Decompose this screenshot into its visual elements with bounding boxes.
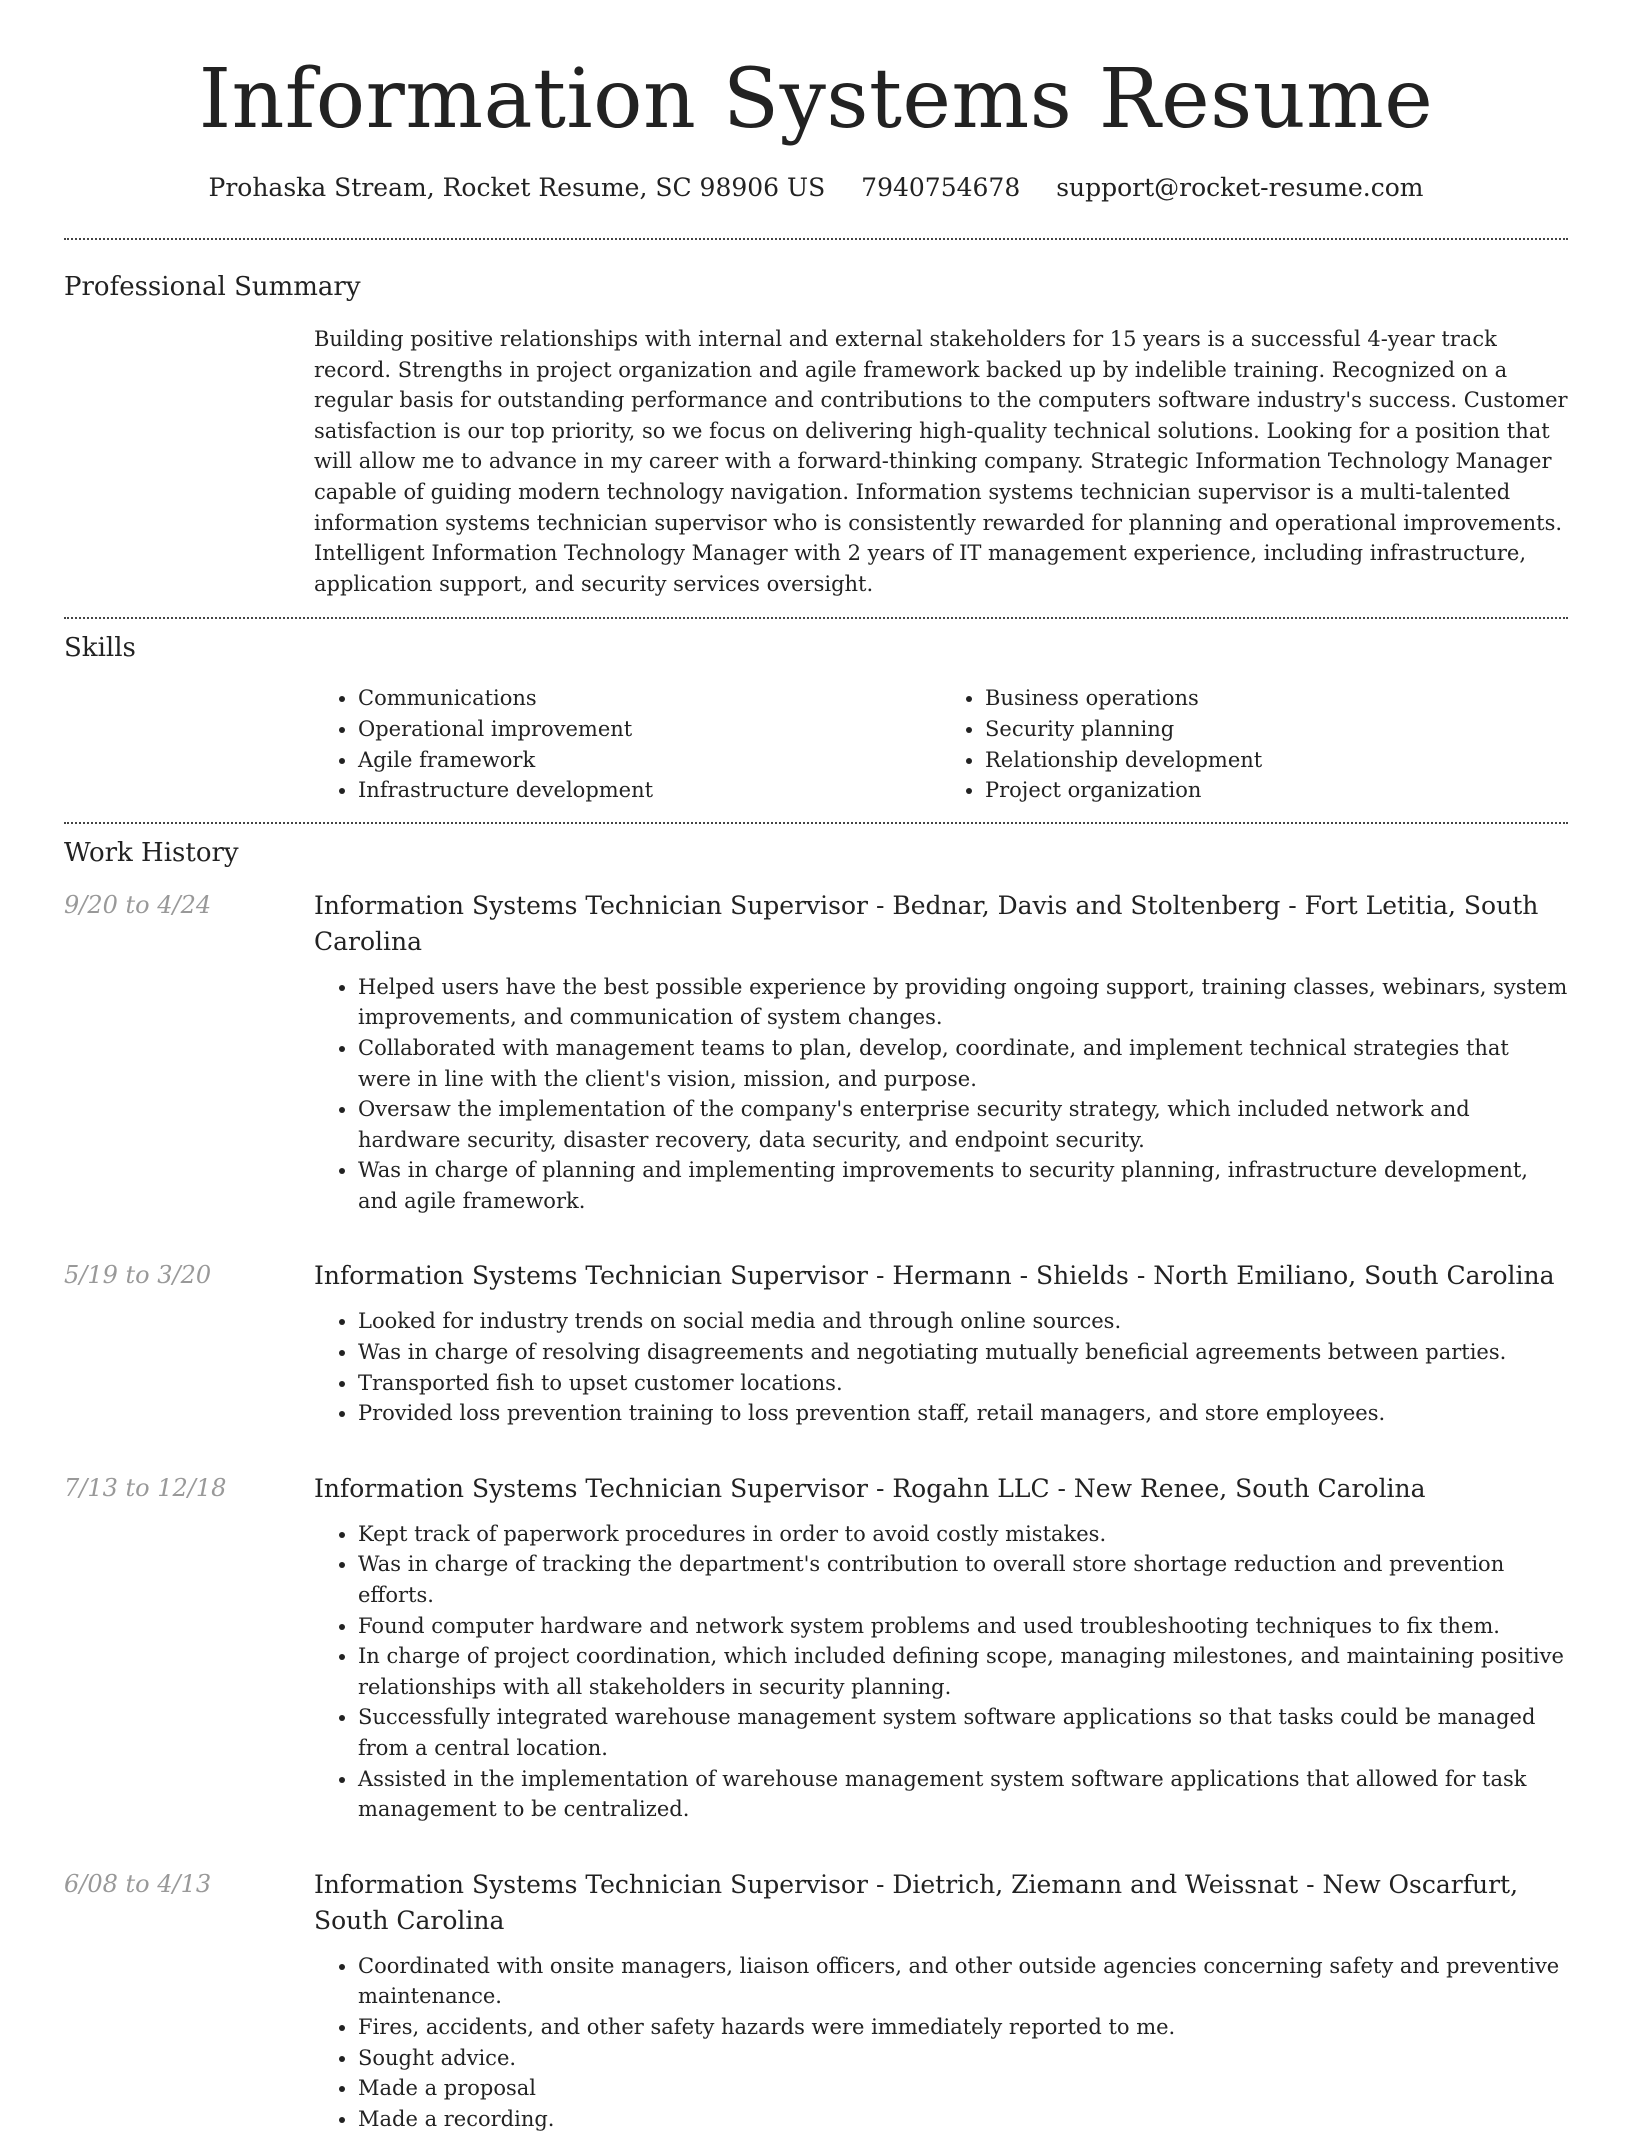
skill-item: • Relationship development bbox=[985, 745, 1568, 776]
job-bullet: • Kept track of paperwork procedures in order to avoid costly mistakes. bbox=[358, 1519, 1568, 1550]
job-dates: 9/20 to 4/24 bbox=[64, 890, 212, 919]
job-bullets bbox=[314, 1951, 1568, 2134]
skill-item: • Operational improvement bbox=[358, 714, 941, 745]
job-bullet: • Looked for industry trends on social media and through online sources. bbox=[358, 1306, 1568, 1337]
work-history-section bbox=[0, 824, 1632, 2134]
work-history-heading: Work History bbox=[64, 837, 239, 868]
skill-item: • Project organization bbox=[985, 775, 1568, 806]
skill-item: • Communications bbox=[358, 683, 941, 714]
summary-section bbox=[0, 240, 1632, 599]
job-bullet: • Made a recording. bbox=[358, 2104, 1568, 2134]
skill-item: • Security planning bbox=[985, 714, 1568, 745]
job-bullet: • Helped users have the best possible experience by providing ongoing support, training classes, webinars, system improvements, and communication of system changes. bbox=[358, 972, 1568, 1033]
job-title: Information Systems Technician Supervisor - Hermann - Shields - North Emiliano, South Carolina bbox=[314, 1261, 1555, 1291]
job-bullet: • Successfully integrated warehouse management system software applications so that tasks could be managed from a central location. bbox=[358, 1702, 1568, 1763]
job-entry bbox=[0, 1258, 1632, 1428]
job-title: Information Systems Technician Supervisor - Rogahn LLC - New Renee, South Carolina bbox=[314, 1473, 1426, 1503]
job-title: Information Systems Technician Supervisor - Bednar, Davis and Stoltenberg - Fort Letitia, South Carolina bbox=[314, 890, 1539, 956]
contact-address: Prohaska Stream, Rocket Resume, SC 98906 US bbox=[208, 173, 826, 202]
job-bullets bbox=[314, 1519, 1568, 1825]
contact-line bbox=[0, 172, 1632, 204]
job-entry bbox=[0, 1867, 1632, 2134]
skill-item: • Business operations bbox=[985, 683, 1568, 714]
job-bullets bbox=[314, 972, 1568, 1217]
skill-item: • Agile framework bbox=[358, 745, 941, 776]
job-bullet: • Assisted in the implementation of warehouse management system software applications that allowed for task management to be centralized. bbox=[358, 1764, 1568, 1825]
job-bullet: • Was in charge of tracking the department's contribution to overall store shortage reduction and prevention efforts. bbox=[358, 1549, 1568, 1610]
job-bullet: • Oversaw the implementation of the company's enterprise security strategy, which included network and hardware security, disaster recovery, data security, and endpoint security. bbox=[358, 1094, 1568, 1155]
job-dates: 6/08 to 4/13 bbox=[64, 1869, 212, 1898]
job-bullet: • Was in charge of planning and implementing improvements to security planning, infrastructure development, and agile framework. bbox=[358, 1155, 1568, 1216]
job-dates: 7/13 to 12/18 bbox=[64, 1473, 227, 1502]
skills-section bbox=[0, 619, 1632, 805]
skills-list-left bbox=[314, 683, 941, 805]
job-entry bbox=[0, 1471, 1632, 1825]
job-bullet: • Coordinated with onsite managers, liaison officers, and other outside agencies concerning safety and preventive maintenance. bbox=[358, 1951, 1568, 2012]
job-bullets bbox=[314, 1306, 1568, 1428]
job-bullet: • Collaborated with management teams to plan, develop, coordinate, and implement technical strategies that were in line with the client's vision, mission, and purpose. bbox=[358, 1033, 1568, 1094]
job-title: Information Systems Technician Supervisor - Dietrich, Ziemann and Weissnat - New Oscarfurt, South Carolina bbox=[314, 1869, 1519, 1935]
contact-email: support@rocket-resume.com bbox=[1056, 173, 1424, 202]
skill-item: • Infrastructure development bbox=[358, 775, 941, 806]
job-bullet: • In charge of project coordination, which included defining scope, managing milestones, and maintaining positive relationships with all stakeholders in security planning. bbox=[358, 1641, 1568, 1702]
job-bullet: • Made a proposal bbox=[358, 2073, 1568, 2104]
job-bullet: • Found computer hardware and network system problems and used troubleshooting techniques to fix them. bbox=[358, 1611, 1568, 1642]
job-bullet: • Was in charge of resolving disagreements and negotiating mutually beneficial agreements between parties. bbox=[358, 1337, 1568, 1368]
job-entry bbox=[0, 888, 1632, 1217]
summary-heading: Professional Summary bbox=[64, 272, 361, 302]
contact-phone: 7940754678 bbox=[861, 173, 1021, 202]
job-bullet: • Fires, accidents, and other safety hazards were immediately reported to me. bbox=[358, 2012, 1568, 2043]
job-dates: 5/19 to 3/20 bbox=[64, 1261, 212, 1290]
skills-list-right bbox=[941, 683, 1568, 805]
job-bullet: • Transported fish to upset customer locations. bbox=[358, 1368, 1568, 1399]
page-title: Information Systems Resume bbox=[198, 52, 1434, 147]
resume-header bbox=[0, 0, 1632, 204]
skills-heading: Skills bbox=[64, 633, 136, 664]
summary-text: Building positive relationships with internal and external stakeholders for 15 years is a successful 4-year track record. Strengths in project organization and agile framework backed up by indelible training. Recognized on a regular basis for outstanding performance and contributions to the computers software industry's success. Customer satisfaction is our top priority, so we focus on delivering high-quality technical solutions. Looking for a position that will allow me to advance in my career with a forward-thinking company. Strategic Information Technology Manager capable of guiding modern technology navigation. Information systems technician supervisor is a multi-talented information systems technician supervisor who is consistently rewarded for planning and operational improvements. Intelligent Information Technology Manager with 2 years of IT management experience, including infrastructure, application support, and security services oversight. bbox=[314, 327, 1568, 596]
job-bullet: • Provided loss prevention training to loss prevention staff, retail managers, and store employees. bbox=[358, 1398, 1568, 1429]
job-bullet: • Sought advice. bbox=[358, 2043, 1568, 2074]
